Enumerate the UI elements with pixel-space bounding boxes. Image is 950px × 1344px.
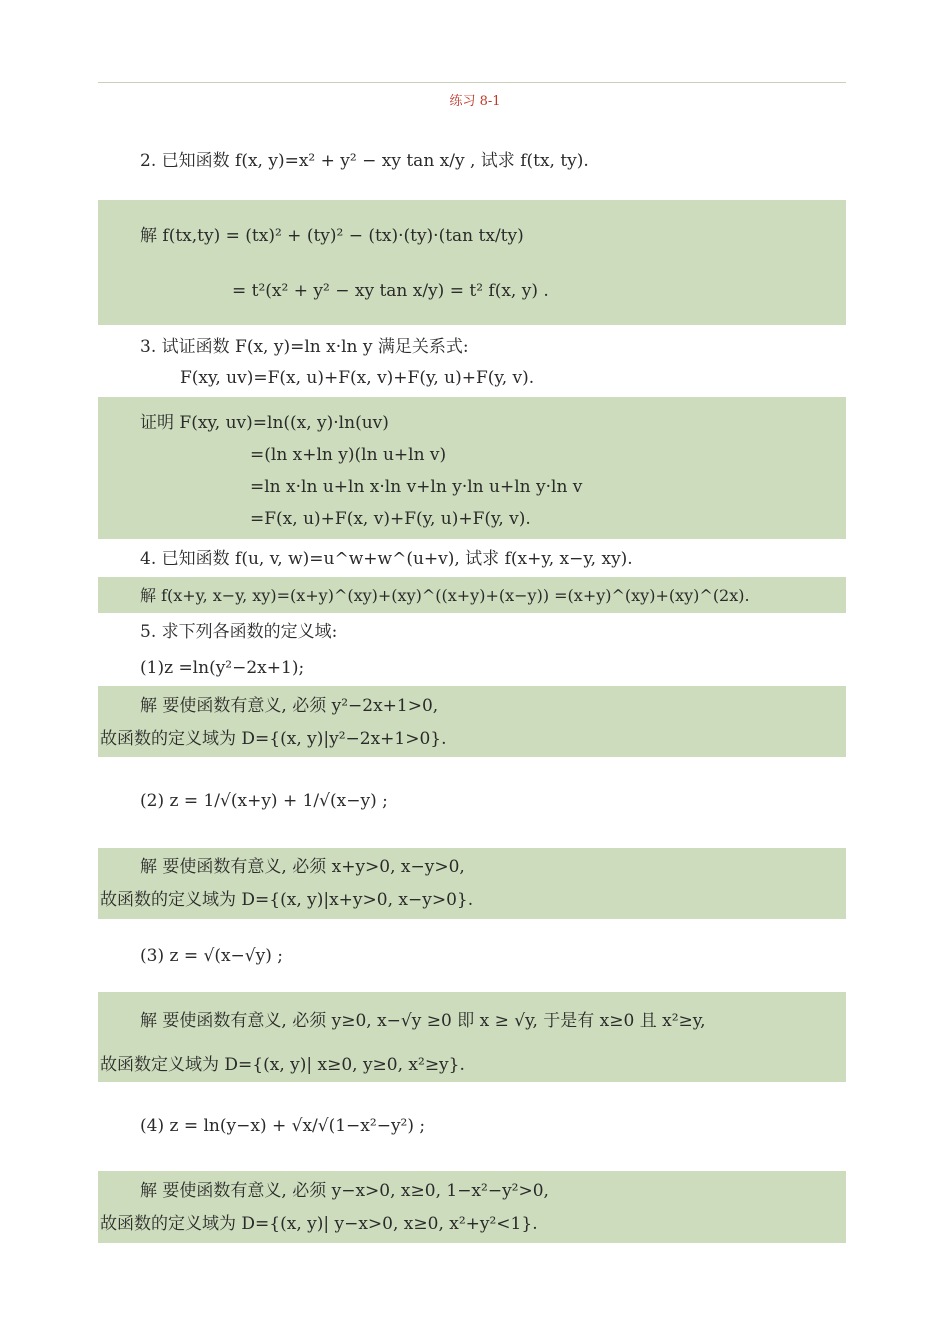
problem-2: 2. 已知函数 f(x, y)=x² + y² − xy tan x/y , 试求 f(tx, ty). (140, 151, 589, 171)
solution-5-2-line-2: 故函数的定义域为 D={(x, y)|x+y>0, x−y>0}. (100, 890, 474, 910)
solution-5-1-line-1: 解 要使函数有意义, 必须 y²−2x+1>0, (140, 696, 439, 716)
proof-3-line-1: 证明 F(xy, uv)=ln((x, y)·ln(uv) (140, 413, 389, 433)
solution-5-2-line-1: 解 要使函数有意义, 必须 x+y>0, x−y>0, (140, 857, 465, 877)
solution-5-4-line-2: 故函数的定义域为 D={(x, y)| y−x>0, x≥0, x²+y²<1}. (100, 1214, 538, 1234)
problem-5-2: (2) z = 1/√(x+y) + 1/√(x−y) ; (140, 791, 388, 811)
proof-3-line-2: =(ln x+ln y)(ln u+ln v) (250, 445, 447, 465)
solution-5-3-line-1: 解 要使函数有意义, 必须 y≥0, x−√y ≥0 即 x ≥ √y, 于是有 x≥0 且 x²≥y, (140, 1011, 706, 1031)
proof-3-line-4: =F(x, u)+F(x, v)+F(y, u)+F(y, v). (250, 509, 531, 529)
problem-5-1: (1)z =ln(y²−2x+1); (140, 658, 305, 678)
solution-2-line-2: = t²(x² + y² − xy tan x/y) = t² f(x, y) . (232, 281, 549, 301)
page-header: 练习 8-1 (449, 94, 501, 109)
header-rule (98, 82, 846, 83)
solution-5-1-line-2: 故函数的定义域为 D={(x, y)|y²−2x+1>0}. (100, 729, 447, 749)
problem-3: 3. 试证函数 F(x, y)=ln x·ln y 满足关系式: (140, 337, 469, 357)
solution-2-line-1: 解 f(tx,ty) = (tx)² + (ty)² − (tx)·(ty)·(tan tx/ty) (140, 226, 524, 246)
proof-3-line-3: =ln x·ln u+ln x·ln v+ln y·ln u+ln y·ln v (250, 477, 583, 497)
solution-4-line-1: 解 f(x+y, x−y, xy)=(x+y)^(xy)+(xy)^((x+y)+(x−y)) =(x+y)^(xy)+(xy)^(2x). (140, 586, 750, 605)
solution-5-4-line-1: 解 要使函数有意义, 必须 y−x>0, x≥0, 1−x²−y²>0, (140, 1181, 549, 1201)
problem-4: 4. 已知函数 f(u, v, w)=u^w+w^(u+v), 试求 f(x+y, x−y, xy). (140, 549, 633, 569)
problem-3-equation: F(xy, uv)=F(x, u)+F(x, v)+F(y, u)+F(y, v). (180, 368, 535, 388)
solution-box-2 (98, 200, 846, 325)
problem-5-4: (4) z = ln(y−x) + √x/√(1−x²−y²) ; (140, 1116, 426, 1136)
problem-5: 5. 求下列各函数的定义域: (140, 622, 338, 642)
problem-5-3: (3) z = √(x−√y) ; (140, 946, 283, 966)
solution-5-3-line-2: 故函数定义域为 D={(x, y)| x≥0, y≥0, x²≥y}. (100, 1055, 465, 1075)
